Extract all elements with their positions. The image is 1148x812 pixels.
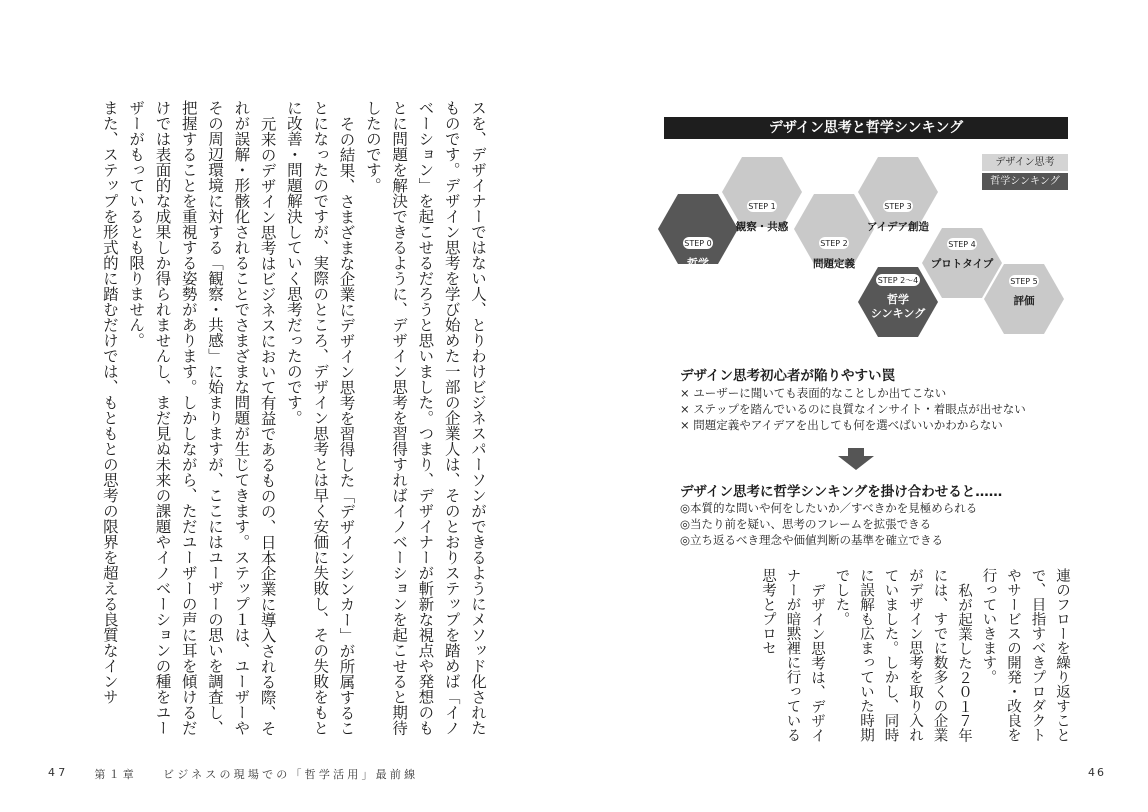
step-3-shape	[858, 157, 938, 227]
right-page	[574, 0, 1148, 812]
chapter-title: ビジネスの現場での「哲学活用」最前線	[163, 768, 419, 781]
pitfalls-list	[680, 385, 1026, 433]
benefit-item-1: ◎本質的な問いや何をしたいか／すべきかを見極められる	[680, 501, 978, 515]
main-body-text	[76, 100, 491, 740]
main-paragraph-4: また、ステップを形式的に踏むだけでは、もともとの思考の限界を超える良質なインサ	[100, 100, 119, 705]
sub-body-text	[654, 568, 1074, 746]
step-2-shape	[794, 194, 874, 264]
step-2-hexagon	[794, 194, 874, 270]
step-2-name: 問題定義	[813, 258, 855, 270]
sub-paragraph-2: 私が起業した２０１７年には、すでに数多くの企業がデザイン思考を取り入れていました。しかし、同時に誤解も広まっていた時期でした。	[833, 568, 972, 742]
pitfalls-heading: デザイン思考初心者が陥りやすい罠	[680, 368, 896, 384]
legend-philosophy-thinking: 哲学シンキング	[982, 173, 1068, 190]
figure-title: デザイン思考と哲学シンキング	[664, 117, 1068, 139]
benefit-item-2: ◎当たり前を疑い、思考のフレームを拡張できる	[680, 517, 932, 531]
benefits-list	[680, 500, 977, 548]
step-hexagon-diagram	[574, 0, 1148, 360]
step-2-4-name-line2: シンキング	[870, 307, 926, 320]
step-2-label: STEP 2	[820, 239, 848, 248]
pitfall-item-3: × 問題定義やアイデアを出しても何を選べばいいかわからない	[680, 418, 1003, 432]
benefits-heading: デザイン思考に哲学シンキングを掛け合わせると……	[680, 484, 1003, 500]
step-3-label: STEP 3	[884, 202, 912, 211]
pitfall-item-2: × ステップを踏んでいるのに良質なインサイト・着眼点が出せない	[680, 402, 1026, 416]
main-paragraph-3: 元来のデザイン思考はビジネスにおいて有益であるものの、日本企業に導入される際、それが誤解・形骸化されることでさまざまな問題が生じてきます。ステップ１は、ユーザーやその周辺環境に対する「観察・共感」に始まりますが、ここにはユーザーの思いを調査し、把握することを重視する姿勢があります。しかしながら、ただユーザーの声に耳を傾けるだけでは表面的な成果しか得られませんし、まだ見ぬ未来の課題やイノベーションの種をユーザーがもっているとも限りません。	[127, 100, 277, 736]
step-4-hexagon	[922, 228, 1002, 298]
step-3-hexagon	[858, 157, 938, 233]
step-5-name: 評価	[1013, 295, 1035, 307]
step-2-4-name-line1: 哲学	[887, 293, 909, 306]
step-1-label: STEP 1	[748, 202, 776, 211]
step-1-name: 観察・共感	[735, 221, 789, 233]
step-4-name: プロトタイプ	[930, 258, 994, 270]
step-3-name: アイデア創造	[866, 221, 930, 233]
step-2-4-label: STEP 2～4	[877, 276, 919, 285]
step-0-shape	[658, 194, 738, 264]
right-page-number: 46	[1088, 766, 1106, 779]
chapter-label: 第１章	[94, 768, 138, 781]
step-0-label: STEP 0	[684, 239, 712, 248]
main-paragraph-2: その結果、さまざまな企業にデザイン思考を習得した「デザインシンカー」が所属することになったのですが、実際のところ、デザイン思考とは早く安価に失敗し、その失敗をもとに改善・問題解決していく思考だったのです。	[284, 100, 356, 736]
step-0-hexagon	[658, 194, 738, 283]
main-paragraph-1: スを、デザイナーではない人、とりわけビジネスパーソンができるようにメソッド化されたものです。デザイン思考を学び始めた一部の企業人は、そのとおりステップを踏めば「イノベーション」を起こせるだろうと思いました。つまり、デザイナーが斬新な視点や発想のもとに問題を解決できるように、デザイン思考を習得すればイノベーションを起こせると期待したのです。	[363, 100, 487, 736]
sub-paragraph-3: デザイン思考は、デザイナーが暗黙裡に行っている思考とプロセ	[760, 568, 825, 742]
step-4-label: STEP 4	[948, 240, 976, 249]
left-page-number: 47	[48, 766, 69, 779]
legend-design-thinking: デザイン思考	[982, 154, 1068, 171]
step-0-name-line2: シンキング	[670, 270, 726, 283]
step-0-name-line1: 哲学	[687, 257, 709, 270]
down-arrow-icon	[838, 448, 874, 470]
step-1-hexagon	[722, 157, 802, 233]
sub-paragraph-1: 連のフローを繰り返すことで、目指すべきプロダクトやサービスの開発・改良を行っていきます。	[980, 568, 1070, 742]
pitfall-item-1: × ユーザーに聞いても表面的なことしか出てこない	[680, 386, 947, 400]
down-arrow-shape	[838, 448, 874, 470]
step-5-hexagon	[984, 264, 1064, 334]
left-footer	[48, 766, 418, 782]
step-2-4-hexagon	[858, 267, 938, 337]
benefit-item-3: ◎立ち返るべき理念や価値判断の基準を確立できる	[680, 533, 944, 547]
step-1-shape	[722, 157, 802, 227]
step-5-label: STEP 5	[1010, 277, 1038, 286]
